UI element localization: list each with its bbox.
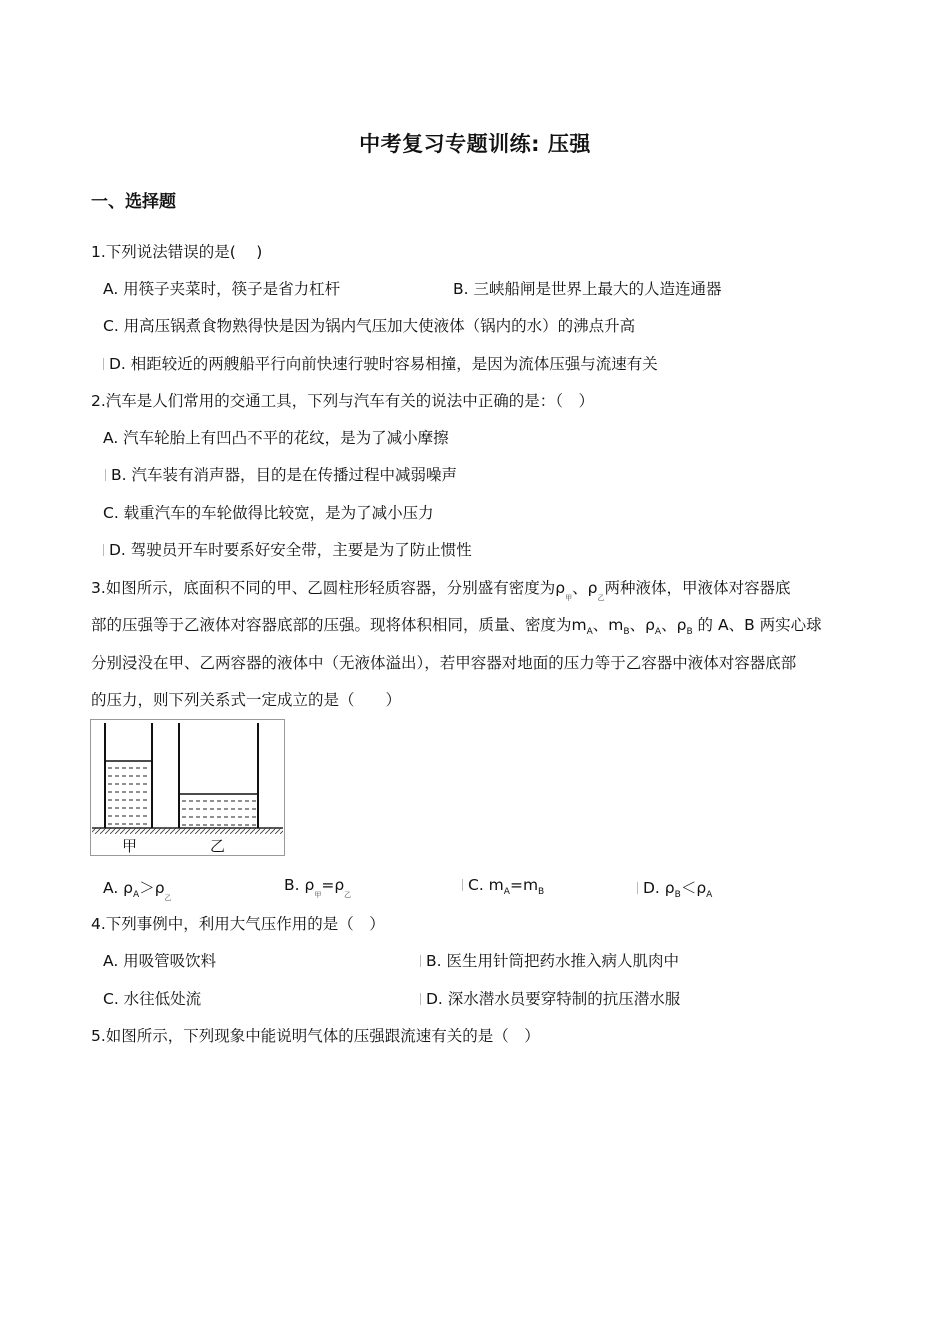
text-run: D. ρ <box>643 879 675 897</box>
question-3-line-4: 的压力，则下列关系式一定成立的是（ ） <box>91 691 402 709</box>
figure-frame <box>91 720 285 856</box>
question-4-option-b: B. 医生用针筒把药水推入病人肌肉中 <box>426 952 679 970</box>
question-1-option-a[interactable]: A. 用筷子夹菜时，筷子是省力杠杆 <box>103 280 341 298</box>
text-run: B. ρ <box>284 876 315 894</box>
question-2-option-d: D. 驾驶员开车时要系好安全带，主要是为了防止惯性 <box>109 541 472 559</box>
text-run: =m <box>509 876 539 894</box>
text-run: C. m <box>468 876 504 894</box>
option-marker-icon <box>103 358 108 370</box>
containers-figure <box>90 719 285 856</box>
question-2-stem: 2.汽车是人们常用的交通工具，下列与汽车有关的说法中正确的是：（ ） <box>91 392 595 410</box>
question-3-option-a[interactable] <box>103 876 172 903</box>
subscript: A <box>133 890 140 900</box>
question-2-option-a[interactable]: A. 汽车轮胎上有凹凸不平的花纹，是为了减小摩擦 <box>103 429 449 447</box>
question-4-option-c[interactable]: C. 水往低处流 <box>103 990 202 1008</box>
question-2-option-b: B. 汽车装有消声器，目的是在传播过程中减弱噪声 <box>111 466 457 484</box>
question-3-line-2 <box>91 613 822 637</box>
question-1-option-b[interactable]: B. 三峡船闸是世界上最大的人造连通器 <box>453 280 722 298</box>
section-heading: 一、选择题 <box>91 192 176 212</box>
text-run: 两种液体，甲液体对容器底 <box>604 579 791 597</box>
question-5-stem: 5.如图所示，下列现象中能说明气体的压强跟流速有关的是（ ） <box>91 1027 540 1045</box>
subscript: A <box>654 627 662 637</box>
subscript: 乙 <box>597 594 605 602</box>
question-4-stem: 4.下列事例中，利用大气压作用的是（ ） <box>91 915 385 933</box>
text-run: 、m <box>592 616 624 634</box>
ground-hatch <box>92 828 283 834</box>
text-run: 、ρ <box>572 579 598 597</box>
subscript: B <box>623 627 630 637</box>
text-run: A. ρ <box>103 879 134 897</box>
subscript: A <box>706 890 713 900</box>
subscript: 乙 <box>344 891 352 899</box>
option-marker-icon <box>637 882 642 894</box>
text-run: 、ρ <box>661 616 687 634</box>
option-marker-icon <box>462 879 467 891</box>
question-2-option-c[interactable]: C. 载重汽车的车轮做得比较宽，是为了减小压力 <box>103 504 434 522</box>
question-3-option-d[interactable] <box>637 876 712 900</box>
text-run: ＜ρ <box>680 879 707 897</box>
question-3-line-1 <box>91 576 791 603</box>
text-run: 部的压强等于乙液体对容器底部的压强。现将体积相同，质量、密度为m <box>91 616 587 634</box>
subscript: A <box>586 627 593 637</box>
question-1-option-c[interactable]: C. 用高压锅煮食物熟得快是因为锅内气压加大使液体（锅内的水）的沸点升高 <box>103 317 636 335</box>
text-run: 的 A、B 两实心球 <box>692 616 822 634</box>
question-3-line-3: 分别浸没在甲、乙两容器的液体中（无液体溢出），若甲容器对地面的压力等于乙容器中液体对容器底部 <box>91 654 797 672</box>
label-jia: 甲 <box>122 837 138 855</box>
text-run: =ρ <box>321 876 345 894</box>
option-marker-icon <box>105 469 110 481</box>
option-marker-icon <box>420 993 425 1005</box>
label-yi: 乙 <box>210 837 226 855</box>
subscript: B <box>674 890 681 900</box>
question-4-option-a[interactable]: A. 用吸管吸饮料 <box>103 952 217 970</box>
question-2-option-d-row[interactable] <box>103 538 472 560</box>
containers-diagram <box>90 719 285 856</box>
question-3-option-c[interactable] <box>462 876 544 897</box>
subscript: 甲 <box>314 891 322 899</box>
question-2-option-b-row[interactable] <box>105 463 457 485</box>
question-1-option-d-row[interactable] <box>103 352 658 374</box>
subscript: 甲 <box>565 594 573 602</box>
page-title: 中考复习专题训练: 压强 <box>359 132 591 156</box>
subscript: A <box>503 887 510 897</box>
text-run: ＞ρ <box>139 879 165 897</box>
question-1-stem: 1.下列说法错误的是( ) <box>91 243 263 261</box>
question-1-option-d: D. 相距较近的两艘船平行向前快速行驶时容易相撞，是因为流体压强与流速有关 <box>109 355 658 373</box>
question-4-option-d: D. 深水潜水员要穿特制的抗压潜水服 <box>426 990 681 1008</box>
question-4-option-d-row[interactable] <box>420 987 680 1009</box>
text-run: 3.如图所示，底面积不同的甲、乙圆柱形轻质容器，分别盛有密度为ρ <box>91 579 566 597</box>
text-run: 、ρ <box>629 616 655 634</box>
option-marker-icon <box>420 955 425 967</box>
option-marker-icon <box>103 544 108 556</box>
question-3-option-b[interactable] <box>284 876 351 900</box>
subscript: B <box>538 887 545 897</box>
subscript: 乙 <box>164 894 172 902</box>
question-4-option-b-row[interactable] <box>420 949 679 971</box>
subscript: B <box>686 627 693 637</box>
